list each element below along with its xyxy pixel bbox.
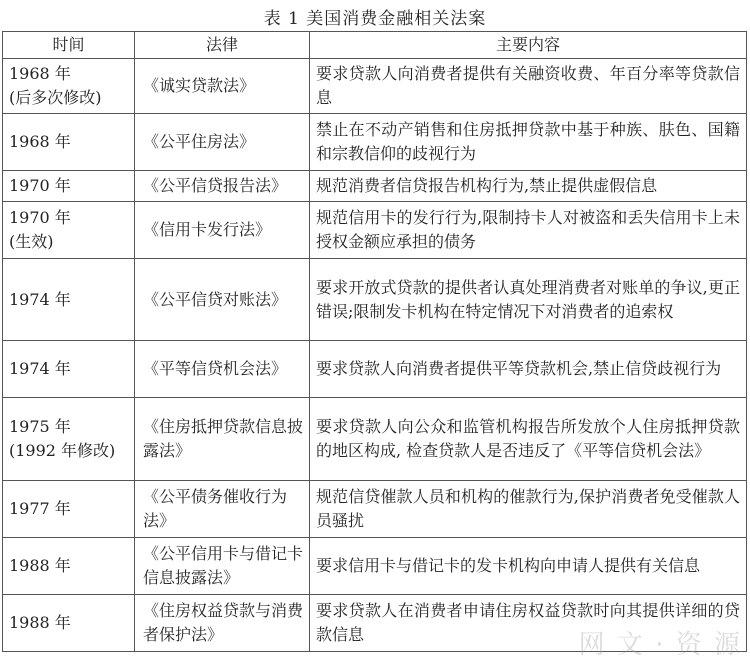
header-law: 法律 bbox=[135, 32, 310, 59]
table-row bbox=[3, 114, 747, 171]
law-cell: 《平等信贷机会法》 bbox=[135, 341, 310, 398]
time-cell: 1974 年 bbox=[3, 341, 135, 398]
time-cell: 1975 年 (1992 年修改) bbox=[3, 398, 135, 481]
content-cell: 规范信贷催款人员和机构的催款行为,保护消费者免受催款人员骚扰 bbox=[310, 481, 747, 538]
law-cell: 《住房抵押贷款信息披露法》 bbox=[135, 398, 310, 481]
content-cell: 禁止在不动产销售和住房抵押贷款中基于种族、肤色、国籍和宗教信仰的歧视行为 bbox=[310, 114, 747, 171]
time-cell: 1970 年 (生效) bbox=[3, 202, 135, 259]
consumer-finance-laws-table bbox=[2, 31, 747, 652]
header-time: 时间 bbox=[3, 32, 135, 59]
watermark: 网 文 · 资 源 bbox=[578, 630, 742, 660]
table-row bbox=[3, 202, 747, 259]
table-row bbox=[3, 341, 747, 398]
table-body bbox=[3, 59, 747, 652]
header-content: 主要内容 bbox=[310, 32, 747, 59]
content-cell: 要求贷款人在消费者申请住房权益贷款时向其提供详细的贷款信息 bbox=[310, 595, 747, 652]
content-cell: 要求信用卡与借记卡的发卡机构向申请人提供有关信息 bbox=[310, 538, 747, 595]
content-cell: 要求开放式贷款的提供者认真处理消费者对账单的争议,更正错误;限制发卡机构在特定情况下对消费者的追索权 bbox=[310, 259, 747, 341]
time-cell: 1974 年 bbox=[3, 259, 135, 341]
table-row bbox=[3, 171, 747, 202]
law-cell: 《住房权益贷款与消费者保护法》 bbox=[135, 595, 310, 652]
content-cell: 要求贷款人向公众和监管机构报告所发放个人住房抵押贷款的地区构成, 检查贷款人是否违反了《平等信贷机会法》 bbox=[310, 398, 747, 481]
law-cell: 《公平信用卡与借记卡信息披露法》 bbox=[135, 538, 310, 595]
header-row bbox=[3, 32, 747, 59]
table-row bbox=[3, 398, 747, 481]
table-caption: 表 1 美国消费金融相关法案 bbox=[263, 9, 487, 29]
content-cell: 规范信用卡的发行行为,限制持卡人对被盗和丢失信用卡上未授权金额应承担的债务 bbox=[310, 202, 747, 259]
law-cell: 《公平债务催收行为法》 bbox=[135, 481, 310, 538]
law-cell: 《公平信贷对账法》 bbox=[135, 259, 310, 341]
time-cell: 1968 年 bbox=[3, 114, 135, 171]
table-row bbox=[3, 59, 747, 114]
time-cell: 1977 年 bbox=[3, 481, 135, 538]
law-cell: 《诚实贷款法》 bbox=[135, 59, 310, 114]
time-cell: 1988 年 bbox=[3, 595, 135, 652]
table-row bbox=[3, 538, 747, 595]
time-cell: 1970 年 bbox=[3, 171, 135, 202]
table-row bbox=[3, 481, 747, 538]
time-cell: 1988 年 bbox=[3, 538, 135, 595]
table-row bbox=[3, 259, 747, 341]
law-cell: 《信用卡发行法》 bbox=[135, 202, 310, 259]
time-cell: 1968 年 (后多次修改) bbox=[3, 59, 135, 114]
law-cell: 《公平住房法》 bbox=[135, 114, 310, 171]
content-cell: 要求贷款人向消费者提供有关融资收费、年百分率等贷款信息 bbox=[310, 59, 747, 114]
content-cell: 要求贷款人向消费者提供平等贷款机会,禁止信贷歧视行为 bbox=[310, 341, 747, 398]
content-cell: 规范消费者信贷报告机构行为,禁止提供虚假信息 bbox=[310, 171, 747, 202]
law-cell: 《公平信贷报告法》 bbox=[135, 171, 310, 202]
